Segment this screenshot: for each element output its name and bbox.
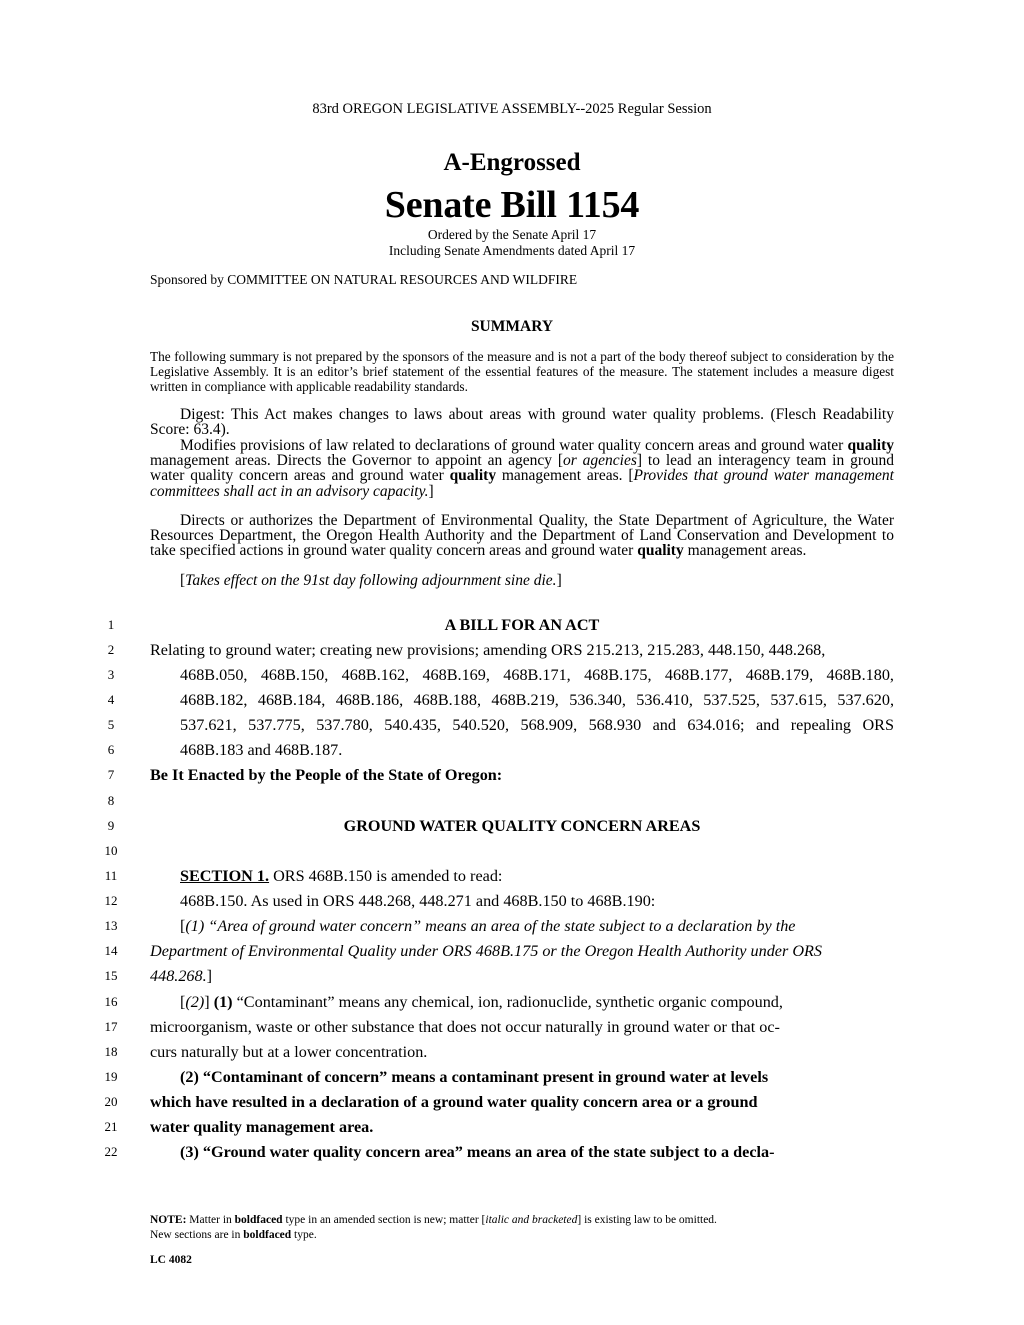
ors-ref: 468B.182, [180, 691, 248, 709]
note-italic: italic and bracketed [485, 1214, 578, 1226]
summary-p2-text-a: Modifies provisions of law related to declarations of ground water quality concern areas and ground water [180, 437, 848, 454]
bill-word: and [652, 716, 676, 734]
bill-line-11 [180, 866, 894, 886]
section-label: SECTION 1. [180, 867, 270, 885]
ordered-block [0, 227, 1024, 259]
summary-p2-or-agencies: or agencies [563, 452, 637, 470]
effect-close-bracket: ] [556, 572, 562, 589]
bill-line-20 [150, 1092, 894, 1112]
deleted-text: 448.268. [150, 967, 207, 985]
bill-act-title-text: A BILL FOR AN ACT [444, 616, 600, 634]
summary-intro: The following summary is not prepared by the sponsors of the measure and is not a part of the body thereof subject to consideration by the Legislative Assembly. It is an editor’s brief statement of the essential features of the measure. The statement includes a measure digest written in compliance with applicable readability standards. [150, 349, 894, 394]
line-number: 5 [107, 717, 115, 732]
summary-paragraph-2 [150, 438, 894, 499]
summary-p3-text-b: management areas. [683, 542, 807, 560]
summary-p2-quality-2: quality [449, 467, 497, 485]
line-number: 20 [104, 1094, 118, 1109]
line-number: 12 [104, 893, 118, 908]
note-bold: boldfaced [234, 1214, 283, 1226]
note-text: type in an amended section is new; matter [ [282, 1214, 486, 1226]
bill-word: and [755, 716, 780, 734]
including-line: Including Senate Amendments dated April 17 [388, 243, 636, 258]
note-bold: boldfaced [243, 1229, 292, 1241]
bill-line-17: microorganism, waste or other substance that does not occur naturally in ground water or that oc- [150, 1018, 780, 1036]
line-number: 6 [107, 742, 115, 757]
ors-ref: 468B.162, [341, 666, 410, 684]
ors-ref: 468B.219, [491, 691, 559, 709]
ors-ref: 568.909, [520, 716, 578, 734]
line-number: 3 [107, 667, 115, 682]
bill-line-22 [180, 1142, 894, 1162]
ors-ref: 537.775, [248, 716, 305, 734]
summary-p2-text-c: ] to lead an interagency team in ground water quality concern areas and ground water [150, 452, 895, 485]
new-text: which have resulted in a declaration of a ground water quality concern area or a ground [150, 1093, 758, 1111]
bill-text: “Contaminant” means any chemical, ion, radionuclide, synthetic organic compound, [232, 993, 783, 1011]
ors-ref: 537.620, [837, 691, 894, 709]
ors-ref: 468B.180, [826, 666, 894, 684]
ors-ref: 540.520, [452, 716, 510, 734]
deleted-text: (2) [185, 993, 205, 1011]
ors-ref: 468B.186, [335, 691, 404, 709]
section-text: ORS 468B.150 is amended to read: [269, 867, 503, 885]
bill-line-3 [180, 665, 894, 685]
line-number: 18 [104, 1044, 118, 1059]
ors-ref: 537.780, [316, 716, 373, 734]
summary-paragraph-3 [150, 513, 894, 559]
ors-ref: 536.410, [636, 691, 693, 709]
line-number: 11 [104, 868, 118, 883]
bill-line-6: 468B.183 and 468B.187. [180, 741, 343, 759]
ors-ref: 468B.184, [257, 691, 326, 709]
bill-line-12: 468B.150. As used in ORS 448.268, 448.271 and 468B.150 to 468B.190: [180, 892, 656, 910]
bill-line-19 [180, 1067, 894, 1087]
deleted-text: Department of Environmental Quality under ORS 468B.175 or the Oregon Health Authority under ORS [150, 942, 822, 960]
ors-ref: 568.930 [588, 716, 642, 734]
bill-line-15 [150, 966, 894, 986]
bill-word: ORS [862, 716, 894, 734]
deleted-text: (1) “Area of ground water concern” means an area of the state subject to a declaration by the [185, 917, 796, 935]
bill-line-16 [180, 992, 894, 1012]
summary-p3-text-a: Directs or authorizes the Department of Environmental Quality, the State Department of Agriculture, the Water Resources Department, the Oregon Health Authority and the Department of Land Conservation and Development to take specified actions in ground water quality concern areas and ground water [150, 512, 894, 560]
digest-paragraph: Digest: This Act makes changes to laws about areas with ground water quality problems. (Flesch Readability Score: 63.4). [150, 406, 894, 439]
note-text: New sections are in [150, 1229, 244, 1241]
ors-ref: 537.621, [180, 716, 237, 734]
new-text: water quality management area. [150, 1118, 374, 1136]
ors-ref: 468B.188, [413, 691, 481, 709]
bill-line-4 [180, 690, 894, 710]
effect-open-bracket: [ [180, 572, 186, 589]
bracket-open: [ [180, 917, 186, 935]
effect-text: Takes effect on the 91st day following adjournment sine die. [185, 572, 557, 589]
note-line-1 [150, 1213, 717, 1228]
line-number: 17 [104, 1019, 118, 1034]
line-number: 10 [104, 843, 118, 858]
summary-p2-text-b: management areas. Directs the Governor to appoint an agency [ [150, 452, 564, 470]
sponsor-line: Sponsored by COMMITTEE ON NATURAL RESOURCES AND WILDFIRE [150, 272, 578, 287]
ors-ref: 468B.177, [664, 666, 733, 684]
enacting-clause: Be It Enacted by the People of the State of Oregon: [150, 766, 503, 784]
line-number: 1 [107, 617, 115, 632]
summary-p2-provides: Provides that ground water management committees shall act in an advisory capacity. [150, 467, 894, 500]
bill-title: Senate Bill 1154 [384, 184, 640, 226]
bill-line-14 [150, 941, 894, 961]
bill-line-21 [150, 1117, 894, 1137]
line-number: 2 [107, 642, 115, 657]
ors-ref: 468B.050, [180, 666, 248, 684]
note-text: Matter in [186, 1214, 235, 1226]
bill-line-5 [180, 715, 894, 735]
ors-ref: 634.016; [687, 716, 745, 734]
ors-ref: 468B.179, [745, 666, 814, 684]
summary-p3-quality: quality [637, 542, 684, 560]
summary-p2-text-d: management areas. [ [496, 467, 634, 485]
bill-line-7 [150, 765, 894, 785]
ors-ref: 468B.175, [584, 666, 652, 684]
line-number: 21 [104, 1119, 118, 1134]
line-number: 14 [104, 943, 118, 958]
new-text: (3) “Ground water quality concern area” means an area of the state subject to a decla- [180, 1143, 775, 1161]
ors-ref: 537.525, [703, 691, 760, 709]
ors-ref: 540.435, [384, 716, 441, 734]
summary-effect-line [150, 573, 894, 588]
footer-note [150, 1213, 717, 1243]
bill-word: repealing [790, 716, 852, 734]
summary-heading: SUMMARY [470, 318, 554, 335]
bill-line-18: curs naturally but at a lower concentration. [150, 1043, 428, 1061]
line-number: 7 [107, 767, 115, 782]
bill-line-13 [180, 916, 894, 936]
note-label: NOTE: [150, 1214, 187, 1226]
lc-number: LC 4082 [150, 1254, 192, 1266]
bracket-open: [ [180, 993, 186, 1011]
ordered-line: Ordered by the Senate April 17 [427, 227, 597, 242]
line-number: 19 [104, 1069, 118, 1084]
summary-p2-quality-1: quality [847, 437, 894, 454]
ors-ref: 468B.171, [503, 666, 571, 684]
new-text: (2) “Contaminant of concern” means a contaminant present in ground water at levels [180, 1068, 769, 1086]
engrossed-label: A-Engrossed [443, 149, 581, 176]
line-number: 13 [104, 918, 118, 933]
new-text: (1) [213, 993, 233, 1011]
line-number: 15 [104, 968, 118, 983]
ors-ref: 537.615, [770, 691, 827, 709]
section-heading: GROUND WATER QUALITY CONCERN AREAS [343, 817, 701, 835]
note-text: ] is existing law to be omitted. [577, 1214, 717, 1226]
line-number: 8 [107, 793, 115, 808]
bill-line-2: Relating to ground water; creating new provisions; amending ORS 215.213, 215.283, 448.150, 448.268, [150, 641, 826, 659]
summary-p2-text-e: ] [428, 482, 434, 500]
bill-act-title [150, 615, 894, 635]
line-number: 22 [104, 1144, 118, 1159]
session-header: 83rd OREGON LEGISLATIVE ASSEMBLY--2025 Regular Session [312, 101, 712, 117]
line-number: 16 [104, 994, 118, 1009]
bill-line-9 [150, 816, 894, 836]
ors-ref: 536.340, [569, 691, 626, 709]
note-line-2 [150, 1228, 717, 1243]
line-number: 9 [107, 818, 115, 833]
line-number: 4 [107, 692, 115, 707]
ors-ref: 468B.169, [422, 666, 490, 684]
bracket-close: ] [206, 967, 213, 985]
note-text: type. [291, 1229, 317, 1241]
bracket-close: ] [204, 993, 214, 1011]
ors-ref: 468B.150, [260, 666, 329, 684]
